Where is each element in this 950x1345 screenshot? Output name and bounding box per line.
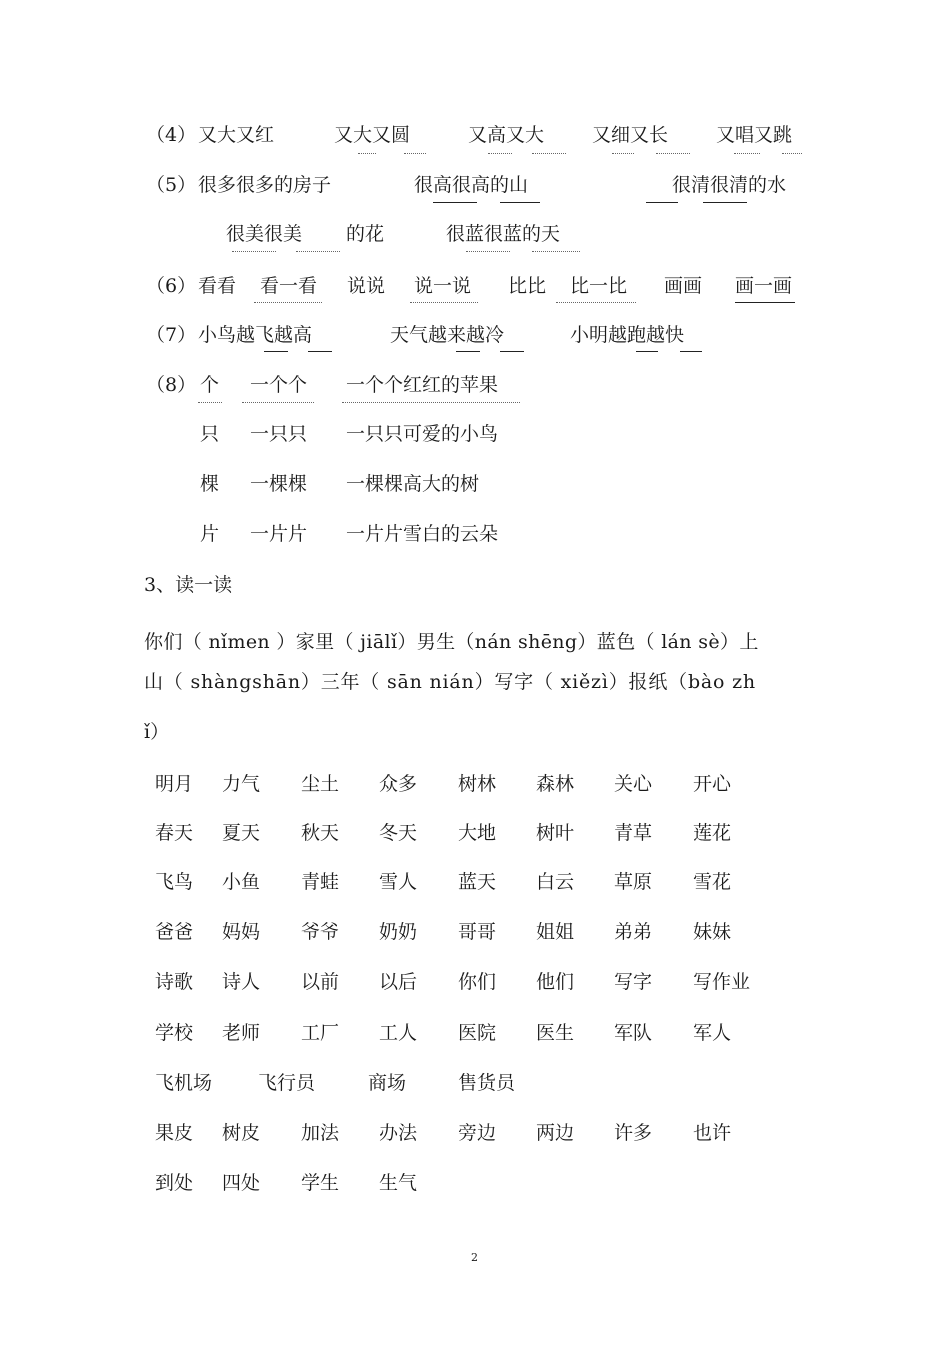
vocab-word: 工厂 — [301, 1022, 340, 1044]
vocab-word: 大地 — [458, 822, 497, 844]
phrase: 一个个 — [250, 374, 308, 396]
vocab-word: 姐姐 — [536, 921, 575, 943]
vocab-word: 诗歌 — [155, 971, 194, 993]
underline-mark — [500, 202, 540, 203]
item-number: （6） — [146, 275, 197, 297]
phrase: 一片片 — [250, 523, 308, 545]
underline-mark — [782, 153, 802, 154]
vocab-word: 医生 — [536, 1022, 575, 1044]
phrase: 小明越跑越快 — [570, 324, 685, 346]
phrase: 的花 — [346, 223, 385, 245]
vocab-word: 力气 — [222, 773, 261, 795]
underline-mark — [680, 351, 702, 352]
vocab-word: 四处 — [222, 1172, 261, 1194]
vocab-word: 果皮 — [155, 1122, 194, 1144]
vocab-word: 树林 — [458, 773, 497, 795]
pinyin-line: 你们（ nǐmen ）家里（ jiālǐ）男生（nán shēng）蓝色（ lán sè）上 — [144, 631, 759, 653]
underline-mark — [532, 251, 580, 252]
vocab-word: 商场 — [368, 1072, 407, 1094]
vocab-word: 许多 — [614, 1122, 653, 1144]
vocab-word: 诗人 — [222, 971, 261, 993]
phrase: 又细又长 — [592, 124, 669, 146]
underline-mark — [358, 153, 376, 154]
vocab-word: 工人 — [379, 1022, 418, 1044]
phrase: 看一看 — [260, 275, 318, 297]
vocab-word: 树皮 — [222, 1122, 261, 1144]
underline-mark — [703, 202, 747, 203]
vocab-word: 两边 — [536, 1122, 575, 1144]
underline-mark — [264, 351, 288, 352]
vocab-word: 哥哥 — [458, 921, 497, 943]
underline-mark — [410, 302, 478, 303]
underline-mark — [735, 302, 795, 303]
vocab-word: 青蛙 — [301, 871, 340, 893]
vocab-word: 妹妹 — [693, 921, 732, 943]
phrase: 小鸟越飞越高 — [198, 324, 313, 346]
underline-mark — [500, 351, 524, 352]
phrase: 看看 — [198, 275, 237, 297]
phrase: 又大又红 — [198, 124, 275, 146]
vocab-word: 白云 — [536, 871, 575, 893]
underline-mark — [488, 153, 512, 154]
phrase: 又唱又跳 — [716, 124, 793, 146]
vocab-word: 以前 — [301, 971, 340, 993]
vocab-word: 老师 — [222, 1022, 261, 1044]
phrase: 一棵棵 — [250, 473, 308, 495]
phrase: 天气越来越冷 — [390, 324, 505, 346]
vocab-word: 学生 — [301, 1172, 340, 1194]
underline-mark — [342, 402, 520, 403]
phrase: 又大又圆 — [334, 124, 411, 146]
vocab-word: 加法 — [301, 1122, 340, 1144]
underline-mark — [636, 351, 658, 352]
section-heading: 3、读一读 — [144, 574, 233, 596]
phrase: 一只只 — [250, 423, 308, 445]
vocab-word: 你们 — [458, 971, 497, 993]
item-number: （8） — [146, 374, 197, 396]
measure-word: 个 — [200, 374, 220, 396]
phrase: 说说 — [347, 275, 386, 297]
vocab-word: 军人 — [693, 1022, 732, 1044]
underline-mark — [254, 302, 322, 303]
vocab-word: 森林 — [536, 773, 575, 795]
vocab-word: 售货员 — [458, 1072, 516, 1094]
item-number: （7） — [146, 324, 197, 346]
vocab-word: 蓝天 — [458, 871, 497, 893]
vocab-word: 飞机场 — [155, 1072, 213, 1094]
pinyin-line: 山（ shàngshān）三年（ sān nián）写字（ xiězì）报纸（bào zh — [144, 671, 756, 693]
vocab-word: 飞鸟 — [155, 871, 194, 893]
phrase: 又高又大 — [468, 124, 545, 146]
underline-mark — [242, 402, 314, 403]
vocab-word: 众多 — [379, 773, 418, 795]
vocab-word: 春天 — [155, 822, 194, 844]
phrase: 一棵棵高大的树 — [346, 473, 480, 495]
underline-mark — [404, 153, 426, 154]
vocab-word: 关心 — [614, 773, 653, 795]
page-number: 2 — [471, 1251, 478, 1264]
vocab-word: 生气 — [379, 1172, 418, 1194]
underline-mark — [612, 153, 634, 154]
vocab-word: 到处 — [155, 1172, 194, 1194]
vocab-word: 夏天 — [222, 822, 261, 844]
phrase: 很美很美 — [226, 223, 303, 245]
vocab-word: 奶奶 — [379, 921, 418, 943]
measure-word: 片 — [200, 523, 220, 545]
vocab-word: 写字 — [614, 971, 653, 993]
underline-mark — [646, 202, 678, 203]
phrase: 很清很清的水 — [672, 174, 787, 196]
underline-mark — [232, 251, 276, 252]
phrase: 一片片雪白的云朵 — [346, 523, 499, 545]
vocab-word: 草原 — [614, 871, 653, 893]
phrase: 很蓝很蓝的天 — [446, 223, 561, 245]
phrase: 画画 — [664, 275, 703, 297]
vocab-word: 写作业 — [693, 971, 751, 993]
vocab-word: 冬天 — [379, 822, 418, 844]
phrase: 一个个红红的苹果 — [346, 374, 499, 396]
vocab-word: 妈妈 — [222, 921, 261, 943]
underline-mark — [532, 153, 566, 154]
vocab-word: 飞行员 — [258, 1072, 316, 1094]
vocab-word: 也许 — [693, 1122, 732, 1144]
underline-mark — [466, 251, 510, 252]
underline-mark — [296, 251, 340, 252]
phrase: 一只只可爱的小鸟 — [346, 423, 499, 445]
vocab-word: 爸爸 — [155, 921, 194, 943]
pinyin-line: ǐ） — [144, 721, 170, 743]
measure-word: 只 — [200, 423, 220, 445]
vocab-word: 弟弟 — [614, 921, 653, 943]
underline-mark — [556, 302, 636, 303]
vocab-word: 树叶 — [536, 822, 575, 844]
vocab-word: 青草 — [614, 822, 653, 844]
item-number: （4） — [146, 124, 197, 146]
item-number: （5） — [146, 174, 197, 196]
underline-mark — [656, 153, 690, 154]
phrase: 很高很高的山 — [414, 174, 529, 196]
phrase: 很多很多的房子 — [198, 174, 332, 196]
vocab-word: 以后 — [379, 971, 418, 993]
phrase: 画一画 — [735, 275, 793, 297]
vocab-word: 他们 — [536, 971, 575, 993]
phrase: 比比 — [508, 275, 547, 297]
vocab-word: 爷爷 — [301, 921, 340, 943]
vocab-word: 军队 — [614, 1022, 653, 1044]
underline-mark — [734, 153, 760, 154]
underline-mark — [456, 351, 480, 352]
underline-mark — [198, 402, 222, 403]
vocab-word: 明月 — [155, 773, 194, 795]
vocab-word: 秋天 — [301, 822, 340, 844]
phrase: 说一说 — [414, 275, 472, 297]
underline-mark — [433, 202, 477, 203]
phrase: 比一比 — [570, 275, 628, 297]
vocab-word: 尘土 — [301, 773, 340, 795]
vocab-word: 雪人 — [379, 871, 418, 893]
vocab-word: 医院 — [458, 1022, 497, 1044]
vocab-word: 小鱼 — [222, 871, 261, 893]
measure-word: 棵 — [200, 473, 220, 495]
vocab-word: 学校 — [155, 1022, 194, 1044]
vocab-word: 雪花 — [693, 871, 732, 893]
vocab-word: 办法 — [379, 1122, 418, 1144]
underline-mark — [308, 351, 332, 352]
vocab-word: 旁边 — [458, 1122, 497, 1144]
vocab-word: 开心 — [693, 773, 732, 795]
vocab-word: 莲花 — [693, 822, 732, 844]
